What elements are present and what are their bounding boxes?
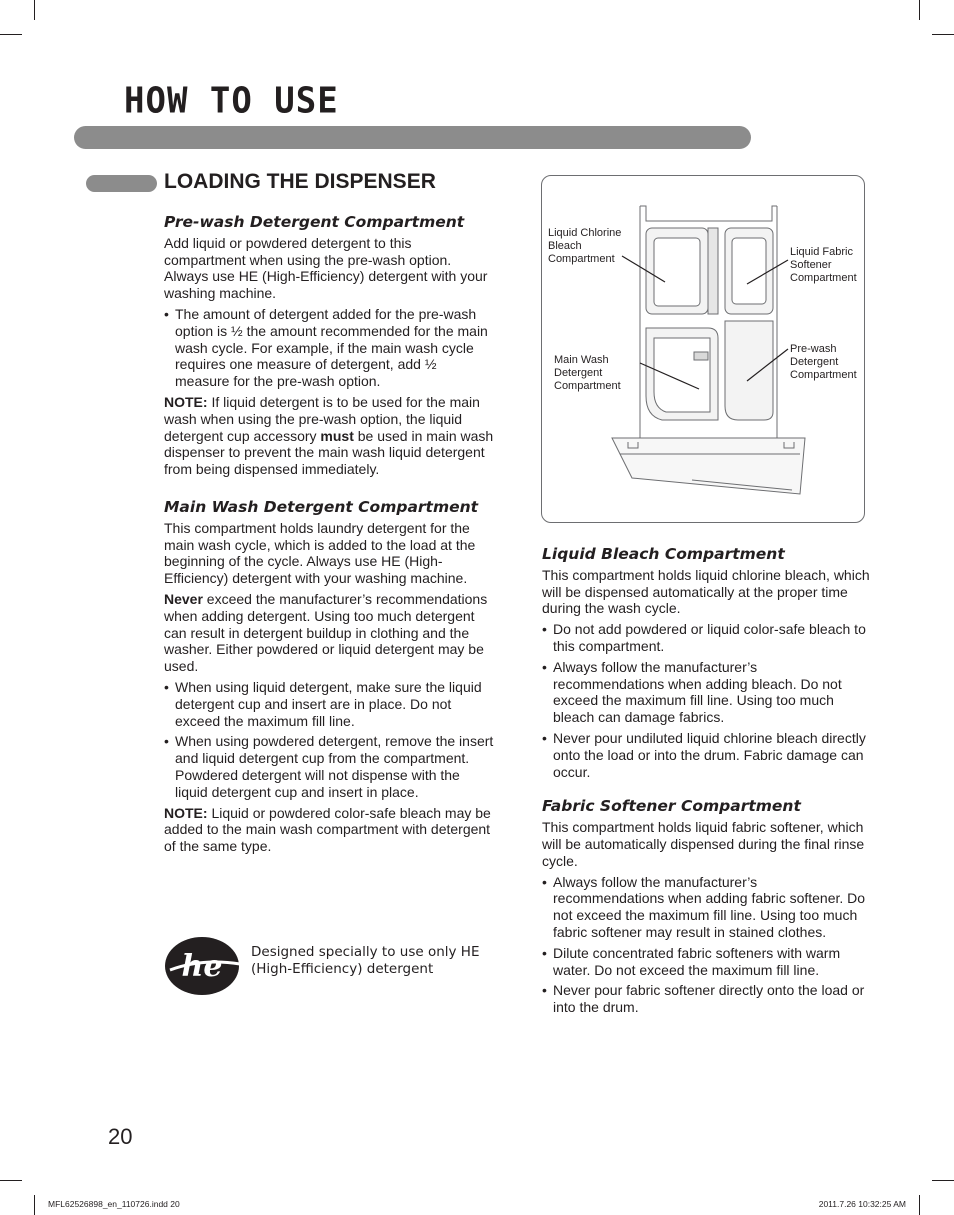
softener-heading: Fabric Softener Compartment <box>542 797 801 816</box>
right-column <box>542 546 872 1020</box>
list-item: • When using liquid detergent, make sure the liquid detergent cup and insert are in place. Do not exceed the maximum fill line. <box>164 678 482 729</box>
prewash-intro: Add liquid or powdered detergent to this compartment when using the pre-wash option. Always use HE (High-Efficiency) detergent with your washing machine. <box>164 234 488 302</box>
list-item: • Do not add powdered or liquid color-safe bleach to this compartment. <box>542 621 866 654</box>
page-number: 20 <box>108 1124 133 1149</box>
timestamp-slug: 2011.7.26 10:32:25 AM <box>818 1199 906 1209</box>
mainwash-intro: This compartment holds laundry detergent for the main wash cycle, which is added to the load at the beginning of the cycle. Always use HE (High-Efficiency) detergent with your washing machine. <box>164 519 476 587</box>
bullet-text: When using liquid detergent, make sure the liquid detergent cup and insert are in place. Do not exceed the maximum fill line. <box>175 678 482 729</box>
crop-mark <box>932 1180 954 1181</box>
note-label: NOTE: <box>164 804 208 821</box>
he-logo-icon <box>164 936 242 996</box>
warning-label: Never <box>164 590 203 607</box>
file-slug: MFL62526898_en_110726.indd 20 <box>48 1199 180 1209</box>
list-item: • When using powdered detergent, remove the insert and liquid detergent cup from the compartment. Powdered detergent will not dispense with the liquid detergent cup and insert in place. <box>164 733 494 800</box>
crop-mark <box>0 34 22 35</box>
bullet-text: When using powdered detergent, remove the insert and liquid detergent cup from the compartment. Powdered detergent will not dispense with the liquid detergent cup and insert in place. <box>175 733 494 800</box>
bleach-bullets <box>542 621 872 780</box>
left-column <box>164 214 494 859</box>
prewash-compartment-label: Pre-wash Detergent Compartment <box>790 343 857 382</box>
note-text: be used in main wash dispenser to prevent the main wash liquid detergent from being dispensed immediately. <box>164 427 494 478</box>
bullet-text: Always follow the manufacturer’s recommendations when adding bleach. Do not exceed the maximum fill line. Using too much bleach can damage fabrics. <box>553 658 842 726</box>
bullet-text: Do not add powdered or liquid color-safe bleach to this compartment. <box>553 621 866 654</box>
mainwash-compartment-label: Main Wash Detergent Compartment <box>554 354 621 393</box>
section-title: LOADING THE DISPENSER <box>164 170 436 193</box>
crop-mark <box>0 1180 22 1181</box>
crop-mark <box>34 0 35 20</box>
bleach-heading: Liquid Bleach Compartment <box>542 545 785 563</box>
dispenser-diagram <box>541 175 865 523</box>
softener-intro: This compartment holds liquid fabric softener, which will be automatically dispensed during the final rinse cycle. <box>542 819 865 869</box>
bullet-text: Dilute concentrated fabric softeners with warm water. Do not exceed the maximum fill line. <box>553 944 841 978</box>
crop-mark <box>34 1195 35 1215</box>
crop-mark <box>919 1195 920 1215</box>
mainwash-note <box>164 805 494 855</box>
list-item: • Always follow the manufacturer’s recommendations when adding fabric softener. Do not exceed the maximum fill line. Using too much fabric softener may result in stained clothes. <box>542 873 866 940</box>
list-item: • Never pour undiluted liquid chlorine bleach directly onto the load or into the drum. Fabric damage can occur. <box>542 729 866 780</box>
note-emphasis: must <box>320 427 354 444</box>
mainwash-warning <box>164 591 494 675</box>
prewash-note <box>164 394 494 478</box>
header-bar <box>74 126 751 149</box>
mainwash-bullets <box>164 679 494 801</box>
list-item: • Never pour fabric softener directly onto the load or into the drum. <box>542 982 865 1016</box>
page-header-title: HOW TO USE <box>124 80 339 122</box>
bullet-text: Always follow the manufacturer’s recommendations when adding fabric softener. Do not exceed the maximum fill line. Using too much fabric softener may result in stained clothes. <box>553 873 866 940</box>
list-item: • Dilute concentrated fabric softeners with warm water. Do not exceed the maximum fill line. <box>542 944 841 978</box>
bleach-intro: This compartment holds liquid chlorine bleach, which will be dispensed automatically at the proper time during the wash cycle. <box>542 566 870 617</box>
note-text: If liquid detergent is to be used for the main wash when using the pre-wash option, the liquid detergent cup accessory <box>164 393 480 444</box>
warning-text: exceed the manufacturer’s recommendations when adding detergent. Using too much detergent can result in detergent buildup in clothing and the washer. Either powdered or liquid detergent may be used. <box>164 590 488 675</box>
section-marker <box>86 175 157 192</box>
bullet-text: Never pour fabric softener directly onto the load or into the drum. <box>553 982 865 1016</box>
prewash-bullets <box>164 306 494 390</box>
prewash-heading: Pre-wash Detergent Compartment <box>164 213 465 231</box>
he-notice <box>164 936 494 996</box>
he-caption: Designed specially to use only HE (High-Efficiency) detergent <box>251 944 480 977</box>
mainwash-heading: Main Wash Detergent Compartment <box>164 497 479 516</box>
bullet-text: The amount of detergent added for the pre-wash option is ½ the amount recommended for the main wash cycle. For example, if the main wash cycle requires one measure of detergent, add ½ measure for the pre-wash option. <box>175 305 488 390</box>
bullet-text: Never pour undiluted liquid chlorine bleach directly onto the load or into the drum. Fabric damage can occur. <box>553 729 866 780</box>
crop-mark <box>932 34 954 35</box>
list-item: • Always follow the manufacturer’s recommendations when adding bleach. Do not exceed the maximum fill line. Using too much bleach can damage fabrics. <box>542 658 842 726</box>
bleach-compartment-label: Liquid Chlorine Bleach Compartment <box>548 227 622 266</box>
he-logo-text: he <box>181 949 223 984</box>
list-item: • The amount of detergent added for the pre-wash option is ½ the amount recommended for the main wash cycle. For example, if the main wash cycle requires one measure of detergent, add ½ measure for the pre-wash option. <box>164 305 488 390</box>
softener-compartment-label: Liquid Fabric Softener Compartment <box>790 246 857 285</box>
note-text: Liquid or powdered color-safe bleach may be added to the main wash compartment with detergent of the same type. <box>164 804 491 855</box>
crop-mark <box>919 0 920 20</box>
softener-bullets <box>542 874 872 1016</box>
note-label: NOTE: <box>164 393 208 410</box>
